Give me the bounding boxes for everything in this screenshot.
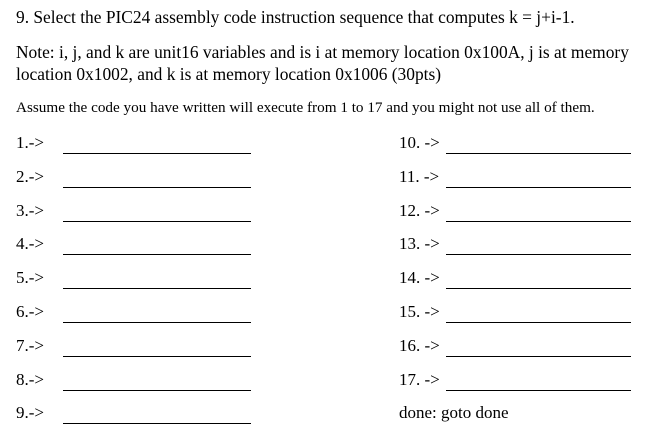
answer-row-4 [16, 234, 256, 256]
answer-blank-11[interactable] [446, 187, 631, 188]
answer-row-16 [399, 336, 639, 358]
answer-row-17 [399, 370, 639, 392]
answer-blank-9[interactable] [63, 423, 251, 424]
answer-blank-16[interactable] [446, 356, 631, 357]
answer-label-13: 13. -> [399, 234, 440, 253]
answer-label-2: 2.-> [16, 167, 44, 186]
answer-blank-1[interactable] [63, 153, 251, 154]
answer-label-16: 16. -> [399, 336, 440, 355]
answer-row-9 [16, 403, 256, 425]
answer-row-8 [16, 370, 256, 392]
answer-blank-5[interactable] [63, 288, 251, 289]
answer-row-2 [16, 167, 256, 189]
question-note: Note: i, j, and k are unit16 variables and is i at memory location 0x100A, j is at memory location 0x1002, and k is at memory location 0x1006 (30pts) [16, 42, 629, 84]
answer-blank-3[interactable] [63, 221, 251, 222]
answer-blank-2[interactable] [63, 187, 251, 188]
answer-blank-6[interactable] [63, 322, 251, 323]
answer-row-10 [399, 133, 639, 155]
answer-row-13 [399, 234, 639, 256]
assumption-text: Assume the code you have written will execute from 1 to 17 and you might not use all of them. [16, 99, 595, 116]
answer-label-10: 10. -> [399, 133, 440, 152]
answer-row-5 [16, 268, 256, 290]
question-title: 9. Select the PIC24 assembly code instruction sequence that computes k = j+i-1. [16, 7, 575, 27]
answer-row-12 [399, 201, 639, 223]
answer-blank-17[interactable] [446, 390, 631, 391]
answer-blank-13[interactable] [446, 254, 631, 255]
answer-blank-12[interactable] [446, 221, 631, 222]
answer-row-15 [399, 302, 639, 324]
answer-label-12: 12. -> [399, 201, 440, 220]
final-instruction: done: goto done [399, 403, 509, 422]
answer-label-5: 5.-> [16, 268, 44, 287]
answer-label-11: 11. -> [399, 167, 440, 186]
answer-blank-8[interactable] [63, 390, 251, 391]
answer-label-9: 9.-> [16, 403, 44, 422]
answer-blank-15[interactable] [446, 322, 631, 323]
answer-blank-7[interactable] [63, 356, 251, 357]
answer-label-7: 7.-> [16, 336, 44, 355]
answer-label-15: 15. -> [399, 302, 440, 321]
answer-blank-4[interactable] [63, 254, 251, 255]
answer-label-8: 8.-> [16, 370, 44, 389]
final-instruction-row [399, 403, 639, 425]
answer-row-14 [399, 268, 639, 290]
answer-label-3: 3.-> [16, 201, 44, 220]
answer-blank-10[interactable] [446, 153, 631, 154]
answer-row-1 [16, 133, 256, 155]
answer-label-6: 6.-> [16, 302, 44, 321]
answer-row-6 [16, 302, 256, 324]
answer-label-4: 4.-> [16, 234, 44, 253]
answer-row-3 [16, 201, 256, 223]
answer-row-7 [16, 336, 256, 358]
answer-label-1: 1.-> [16, 133, 44, 152]
answer-label-17: 17. -> [399, 370, 440, 389]
answer-label-14: 14. -> [399, 268, 440, 287]
answer-row-11 [399, 167, 639, 189]
answer-blank-14[interactable] [446, 288, 631, 289]
